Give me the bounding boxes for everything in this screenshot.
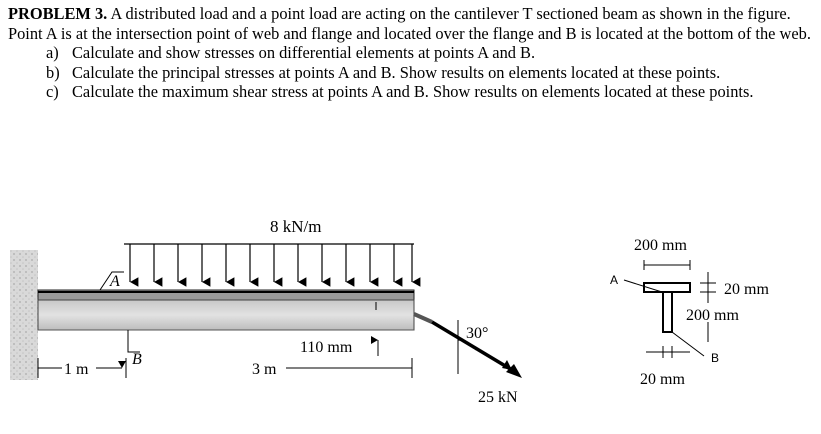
dimension-3m-label: 3 m xyxy=(252,361,277,378)
task-text-c: Calculate the maximum shear stress at points A and B. Show results on elements located at these points. xyxy=(72,82,754,102)
task-text-b: Calculate the principal stresses at points A and B. Show results on elements located at these points. xyxy=(72,62,721,82)
section-flange-width-label: 200 mm xyxy=(634,237,687,254)
beam-depth-label: 110 mm xyxy=(300,339,353,356)
point-load-cable xyxy=(414,314,516,380)
task-label-c: c) xyxy=(46,82,59,102)
task-label-b: b) xyxy=(46,62,60,82)
section-point-a-label: A xyxy=(610,273,619,287)
point-load-label: 25 kN xyxy=(478,389,518,406)
problem-statement: A distributed load and a point load are acting on the cantilever T sectioned beam as shown in the figure. Point A is at the intersection point of web and flange and located over the flange and B is located at the bottom of the web. xyxy=(8,4,811,43)
section-flange xyxy=(644,283,690,292)
task-label-a: a) xyxy=(46,43,59,63)
section-web xyxy=(663,292,672,332)
distributed-load-arrows xyxy=(130,244,412,282)
task-text-a: Calculate and show stresses on differential elements at points A and B. xyxy=(72,43,536,63)
beam-web xyxy=(38,300,414,330)
point-b-label: B xyxy=(132,351,142,368)
section-web-height-label: 200 mm xyxy=(686,307,739,324)
point-a-label: A xyxy=(110,273,120,290)
angle-label: 30° xyxy=(466,325,489,342)
section-web-thickness-label: 20 mm xyxy=(640,371,685,388)
problem-heading: PROBLEM 3. xyxy=(8,4,108,23)
point-b-marker xyxy=(128,330,140,352)
fixed-support-wall xyxy=(10,250,38,380)
section-flange-thickness-label: 20 mm xyxy=(724,281,769,298)
section-point-b-label: B xyxy=(711,351,720,365)
distributed-load-label: 8 kN/m xyxy=(270,217,322,236)
dimension-1m-label: 1 m xyxy=(64,361,89,378)
